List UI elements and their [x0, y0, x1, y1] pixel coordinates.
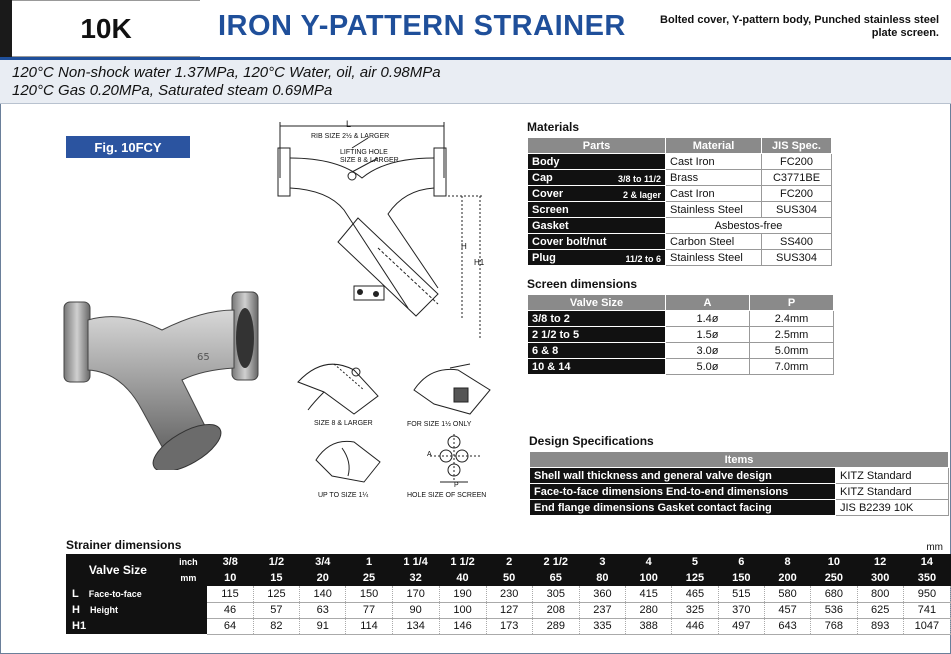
- design-row: [530, 484, 949, 500]
- materials-part-name: Gasket: [532, 219, 569, 232]
- screen-dims-title: Screen dimensions: [527, 277, 638, 291]
- dims-value: 82: [253, 618, 299, 634]
- dims-value: 457: [764, 602, 810, 618]
- screen-row: [528, 359, 834, 375]
- dims-value: 497: [718, 618, 764, 634]
- design-item: End flange dimensions Gasket contact facing: [530, 500, 836, 516]
- section-drawing: [268, 118, 518, 348]
- rib-size-label: RIB SIZE 2½ & LARGER: [311, 133, 390, 140]
- materials-part-note: 2 & lager: [622, 189, 661, 200]
- dims-value: 360: [579, 586, 625, 602]
- design-specs-title: Design Specifications: [529, 434, 654, 448]
- materials-value: Stainless Steel: [666, 250, 762, 266]
- materials-table: [527, 137, 832, 266]
- dims-value: 446: [672, 618, 718, 634]
- dims-value: 173: [486, 618, 532, 634]
- inch-size: 1/2: [253, 554, 299, 570]
- page-title: IRON Y-PATTERN STRAINER: [218, 10, 626, 42]
- dims-value: 77: [346, 602, 392, 618]
- strainer-dims-table: [66, 554, 951, 635]
- dims-value: 46: [207, 602, 253, 618]
- screen-size: 3/8 to 2: [528, 311, 666, 327]
- dims-value: 465: [672, 586, 718, 602]
- dims-value: 127: [486, 602, 532, 618]
- inch-size: 6: [718, 554, 764, 570]
- design-standard: KITZ Standard: [836, 484, 949, 500]
- materials-row: [528, 250, 832, 266]
- dims-row: [66, 602, 951, 618]
- detail-size-1-1-2-caption: FOR SIZE 1½ ONLY: [407, 421, 472, 428]
- dims-value: 280: [626, 602, 672, 618]
- header-note: Bolted cover, Y-pattern body, Punched stainless steel plate screen.: [660, 14, 939, 39]
- inch-size: 1: [346, 554, 392, 570]
- design-standard: KITZ Standard: [836, 468, 949, 484]
- inch-size: 8: [764, 554, 810, 570]
- dims-row-symbol: H: [72, 604, 80, 616]
- dims-value: 237: [579, 602, 625, 618]
- inch-size: 10: [811, 554, 857, 570]
- inch-size: 3/4: [300, 554, 346, 570]
- pressure-grade: 10K: [12, 0, 200, 57]
- screen-p: 7.0mm: [750, 359, 834, 375]
- inch-size: 3/8: [207, 554, 253, 570]
- detail-size-8-drawing: [294, 352, 384, 418]
- dims-value: 170: [392, 586, 439, 602]
- screen-dims-table: [527, 294, 834, 375]
- materials-part: [528, 154, 666, 170]
- dims-value: 643: [764, 618, 810, 634]
- mm-size: 80: [579, 570, 625, 586]
- mm-size: 350: [903, 570, 950, 586]
- dims-value: 114: [346, 618, 392, 634]
- mm-size: 50: [486, 570, 532, 586]
- screen-hole-caption: HOLE SIZE OF SCREEN: [407, 492, 487, 499]
- design-item: Shell wall thickness and general valve design: [530, 468, 836, 484]
- lifting-hole-label: LIFTING HOLE: [340, 149, 388, 156]
- materials-jis: C3771BE: [762, 170, 832, 186]
- materials-part-name: Cap: [532, 171, 553, 184]
- dims-value: 140: [300, 586, 346, 602]
- detail-size-1-1-2-drawing: [410, 360, 496, 420]
- detail-up-to-1-1-4-caption: UP TO SIZE 1¼: [318, 492, 369, 499]
- inch-size: 3: [579, 554, 625, 570]
- mm-size: 25: [346, 570, 392, 586]
- dims-value: 64: [207, 618, 253, 634]
- strainer-dims-title: Strainer dimensions: [66, 538, 182, 552]
- materials-part: [528, 234, 666, 250]
- materials-value: Stainless Steel: [666, 202, 762, 218]
- materials-value: Cast Iron: [666, 154, 762, 170]
- design-row: [530, 468, 949, 484]
- dims-value: 325: [672, 602, 718, 618]
- materials-header-parts: Parts: [528, 138, 666, 154]
- dims-row: [66, 586, 951, 602]
- dims-value: 1047: [903, 618, 950, 634]
- mm-size: 15: [253, 570, 299, 586]
- mm-size: 250: [811, 570, 857, 586]
- dims-value: 289: [532, 618, 579, 634]
- materials-title: Materials: [527, 120, 580, 134]
- materials-row: [528, 154, 832, 170]
- ratings-band: [0, 60, 951, 104]
- materials-header-material: Material: [666, 138, 762, 154]
- materials-part: [528, 170, 666, 186]
- rating-line-2: 120°C Gas 0.20MPa, Saturated steam 0.69MPa: [12, 82, 333, 99]
- dims-value: 150: [346, 586, 392, 602]
- materials-value: Brass: [666, 170, 762, 186]
- materials-jis: SUS304: [762, 250, 832, 266]
- materials-part: [528, 218, 666, 234]
- inch-size: 12: [857, 554, 903, 570]
- materials-part: [528, 250, 666, 266]
- screen-header-a: A: [666, 295, 750, 311]
- screen-hole-drawing: [420, 432, 490, 488]
- dims-row: [66, 618, 951, 634]
- materials-part-note: 3/8 to 11/2: [617, 173, 661, 184]
- inch-label: inch: [170, 554, 207, 570]
- dims-value: 800: [857, 586, 903, 602]
- dims-value: 134: [392, 618, 439, 634]
- mm-size: 32: [392, 570, 439, 586]
- inch-size: 2: [486, 554, 532, 570]
- dims-value: 950: [903, 586, 950, 602]
- materials-header-jis: JIS Spec.: [762, 138, 832, 154]
- dims-row-label: Height: [89, 605, 118, 615]
- rating-line-1: 120°C Non-shock water 1.37MPa, 120°C Water, oil, air 0.98MPa: [12, 64, 441, 81]
- dims-value: 625: [857, 602, 903, 618]
- design-specs-table: [529, 451, 949, 516]
- inch-size: 4: [626, 554, 672, 570]
- dims-value: 536: [811, 602, 857, 618]
- header-accent: [0, 0, 12, 57]
- screen-row: [528, 343, 834, 359]
- dim-H1-label: H1: [474, 258, 485, 267]
- dims-value: 146: [439, 618, 486, 634]
- dims-value: 415: [626, 586, 672, 602]
- materials-value: Carbon Steel: [666, 234, 762, 250]
- mm-label: mm: [170, 570, 207, 586]
- dims-value: 125: [253, 586, 299, 602]
- inch-size: 1 1/2: [439, 554, 486, 570]
- mm-size: 300: [857, 570, 903, 586]
- dim-L-label: L: [346, 119, 352, 129]
- mm-size: 150: [718, 570, 764, 586]
- screen-a: 5.0ø: [666, 359, 750, 375]
- dims-row-key: [66, 586, 207, 602]
- lifting-size-label: SIZE 8 & LARGER: [340, 157, 399, 164]
- dims-row-key: [66, 618, 207, 634]
- dims-value: 335: [579, 618, 625, 634]
- materials-row: [528, 234, 832, 250]
- dims-value: 63: [300, 602, 346, 618]
- header: [0, 0, 951, 57]
- inch-size: 5: [672, 554, 718, 570]
- materials-jis: FC200: [762, 186, 832, 202]
- dims-value: 893: [857, 618, 903, 634]
- materials-row: [528, 170, 832, 186]
- materials-row: [528, 218, 832, 234]
- screen-size: 10 & 14: [528, 359, 666, 375]
- dims-value: 90: [392, 602, 439, 618]
- figure-label: Fig. 10FCY: [66, 136, 190, 158]
- screen-row: [528, 311, 834, 327]
- mm-size: 125: [672, 570, 718, 586]
- dims-value: 208: [532, 602, 579, 618]
- dims-value: 680: [811, 586, 857, 602]
- materials-jis: SUS304: [762, 202, 832, 218]
- mm-size: 200: [764, 570, 810, 586]
- unit-label: mm: [926, 542, 943, 553]
- materials-part: [528, 202, 666, 218]
- dims-value: 388: [626, 618, 672, 634]
- materials-part-name: Cover: [532, 187, 564, 200]
- dims-value: 100: [439, 602, 486, 618]
- materials-row: [528, 186, 832, 202]
- design-row: [530, 500, 949, 516]
- screen-header-size: Valve Size: [528, 295, 666, 311]
- screen-a: 1.4ø: [666, 311, 750, 327]
- inch-size: 2 1/2: [532, 554, 579, 570]
- materials-part-name: Body: [532, 155, 560, 168]
- dims-header-mm-row: [66, 570, 951, 586]
- materials-part-note: 11/2 to 6: [625, 253, 661, 264]
- design-item: Face-to-face dimensions End-to-end dimensions: [530, 484, 836, 500]
- materials-part-name: Screen: [532, 203, 569, 216]
- materials-jis: SS400: [762, 234, 832, 250]
- dims-row-label: Face-to-face: [88, 589, 142, 599]
- screen-a: 3.0ø: [666, 343, 750, 359]
- dims-row-key: [66, 602, 207, 618]
- materials-row: [528, 202, 832, 218]
- screen-dim-A-label: A: [427, 451, 432, 458]
- dims-value: 768: [811, 618, 857, 634]
- dims-value: 115: [207, 586, 253, 602]
- screen-size: 2 1/2 to 5: [528, 327, 666, 343]
- dims-value: 57: [253, 602, 299, 618]
- valve-size-label: Valve Size: [66, 554, 170, 586]
- dims-value: 515: [718, 586, 764, 602]
- dim-H-label: H: [461, 242, 467, 251]
- materials-part: [528, 186, 666, 202]
- detail-size-8-caption: SIZE 8 & LARGER: [314, 420, 373, 427]
- materials-value: Cast Iron: [666, 186, 762, 202]
- dims-value: 230: [486, 586, 532, 602]
- screen-row: [528, 327, 834, 343]
- dims-value: 91: [300, 618, 346, 634]
- design-standard: JIS B2239 10K: [836, 500, 949, 516]
- materials-part-name: Cover bolt/nut: [532, 235, 607, 248]
- mm-size: 100: [626, 570, 672, 586]
- strainer-photo: [62, 290, 272, 470]
- mm-size: 10: [207, 570, 253, 586]
- dims-value: 580: [764, 586, 810, 602]
- dims-row-symbol: L: [72, 588, 79, 600]
- dims-value: 305: [532, 586, 579, 602]
- detail-up-to-1-1-4-drawing: [312, 432, 384, 488]
- materials-value: Asbestos-free: [666, 218, 832, 234]
- mm-size: 20: [300, 570, 346, 586]
- screen-p: 5.0mm: [750, 343, 834, 359]
- screen-size: 6 & 8: [528, 343, 666, 359]
- inch-size: 1 1/4: [392, 554, 439, 570]
- mm-size: 40: [439, 570, 486, 586]
- materials-part-name: Plug: [532, 251, 556, 264]
- screen-dim-P-label: P: [454, 482, 459, 489]
- mm-size: 65: [532, 570, 579, 586]
- screen-header-p: P: [750, 295, 834, 311]
- dims-value: 741: [903, 602, 950, 618]
- screen-p: 2.5mm: [750, 327, 834, 343]
- screen-p: 2.4mm: [750, 311, 834, 327]
- screen-a: 1.5ø: [666, 327, 750, 343]
- svg-text:65: 65: [197, 352, 210, 363]
- dims-row-symbol: H1: [72, 620, 87, 632]
- inch-size: 14: [903, 554, 950, 570]
- dims-header-inch-row: [66, 554, 951, 570]
- materials-jis: FC200: [762, 154, 832, 170]
- dims-value: 190: [439, 586, 486, 602]
- design-header-items: Items: [530, 452, 949, 468]
- dims-value: 370: [718, 602, 764, 618]
